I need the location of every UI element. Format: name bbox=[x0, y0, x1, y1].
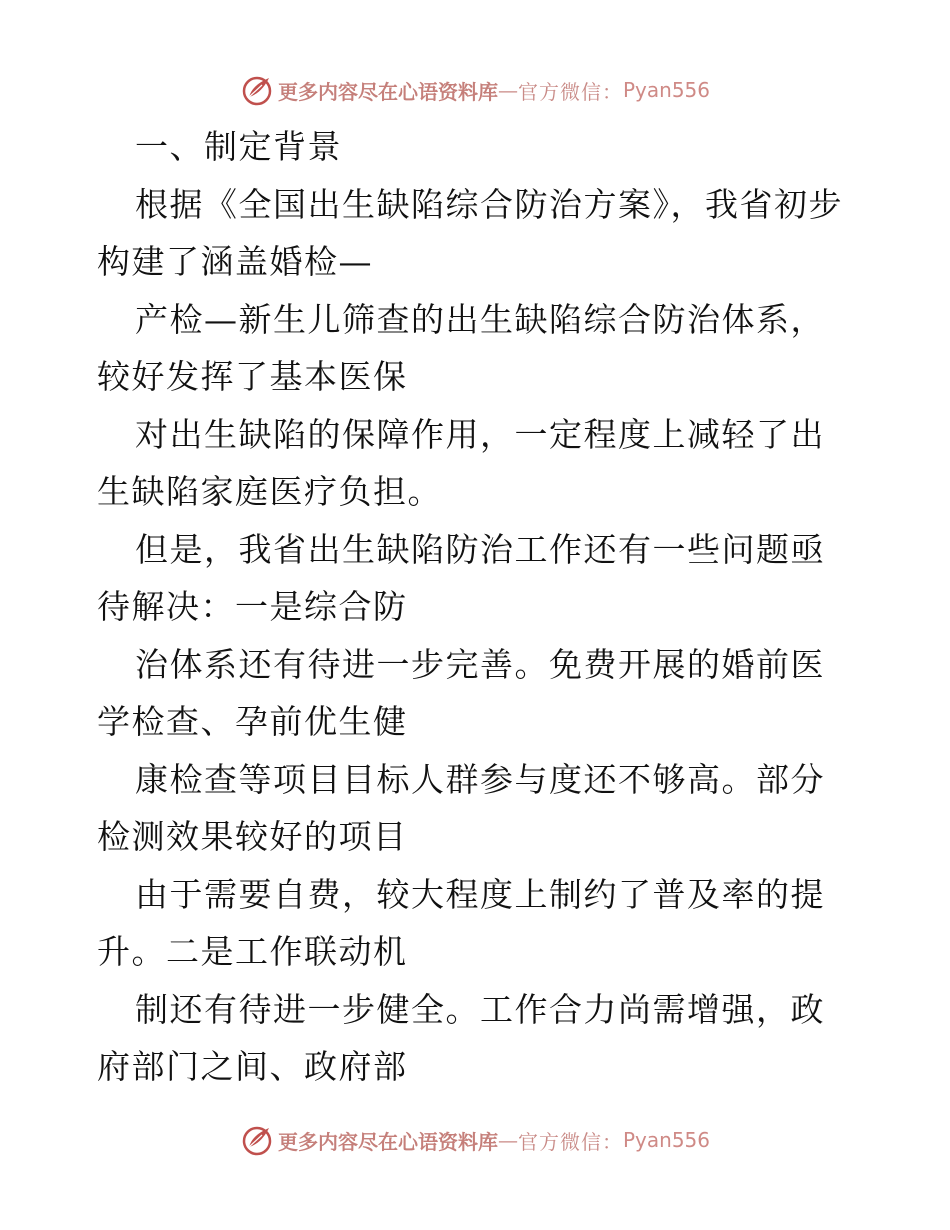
watermark-dash: — bbox=[497, 1128, 518, 1152]
header-watermark bbox=[0, 70, 950, 110]
paragraph-2: 产检—新生儿筛查的出生缺陷综合防治体系，较好发挥了基本医保 bbox=[97, 299, 825, 396]
watermark-wechat-id: Pyan556 bbox=[622, 78, 710, 102]
watermark-wechat-id: Pyan556 bbox=[622, 1128, 710, 1152]
leaf-logo-icon bbox=[240, 1123, 274, 1157]
watermark-official-label: 官方微信： bbox=[517, 1129, 623, 1154]
paragraph-7: 由于需要自费，较大程度上制约了普及率的提升。二是工作联动机 bbox=[97, 874, 825, 971]
paragraph-3: 对出生缺陷的保障作用，一定程度上减轻了出生缺陷家庭医疗负担。 bbox=[97, 414, 825, 511]
document-body bbox=[97, 118, 857, 1096]
watermark-dash: — bbox=[497, 78, 518, 102]
section-heading: 一、制定背景 bbox=[135, 127, 342, 166]
paragraph-6: 康检查等项目目标人群参与度还不够高。部分检测效果较好的项目 bbox=[97, 759, 825, 856]
paragraph-8: 制还有待进一步健全。工作合力尚需增强，政府部门之间、政府部 bbox=[97, 989, 825, 1086]
paragraph-4: 但是，我省出生缺陷防治工作还有一些问题亟待解决：一是综合防 bbox=[97, 529, 825, 626]
footer-watermark bbox=[0, 1120, 950, 1160]
watermark-official-label: 官方微信： bbox=[517, 79, 623, 104]
leaf-logo-icon bbox=[240, 73, 274, 107]
watermark-brand: 更多内容尽在心语资料库 bbox=[277, 79, 498, 104]
watermark-brand: 更多内容尽在心语资料库 bbox=[277, 1129, 498, 1154]
paragraph-1: 根据《全国出生缺陷综合防治方案》，我省初步构建了涵盖婚检— bbox=[97, 184, 843, 281]
paragraph-5: 治体系还有待进一步完善。免费开展的婚前医学检查、孕前优生健 bbox=[97, 644, 825, 741]
